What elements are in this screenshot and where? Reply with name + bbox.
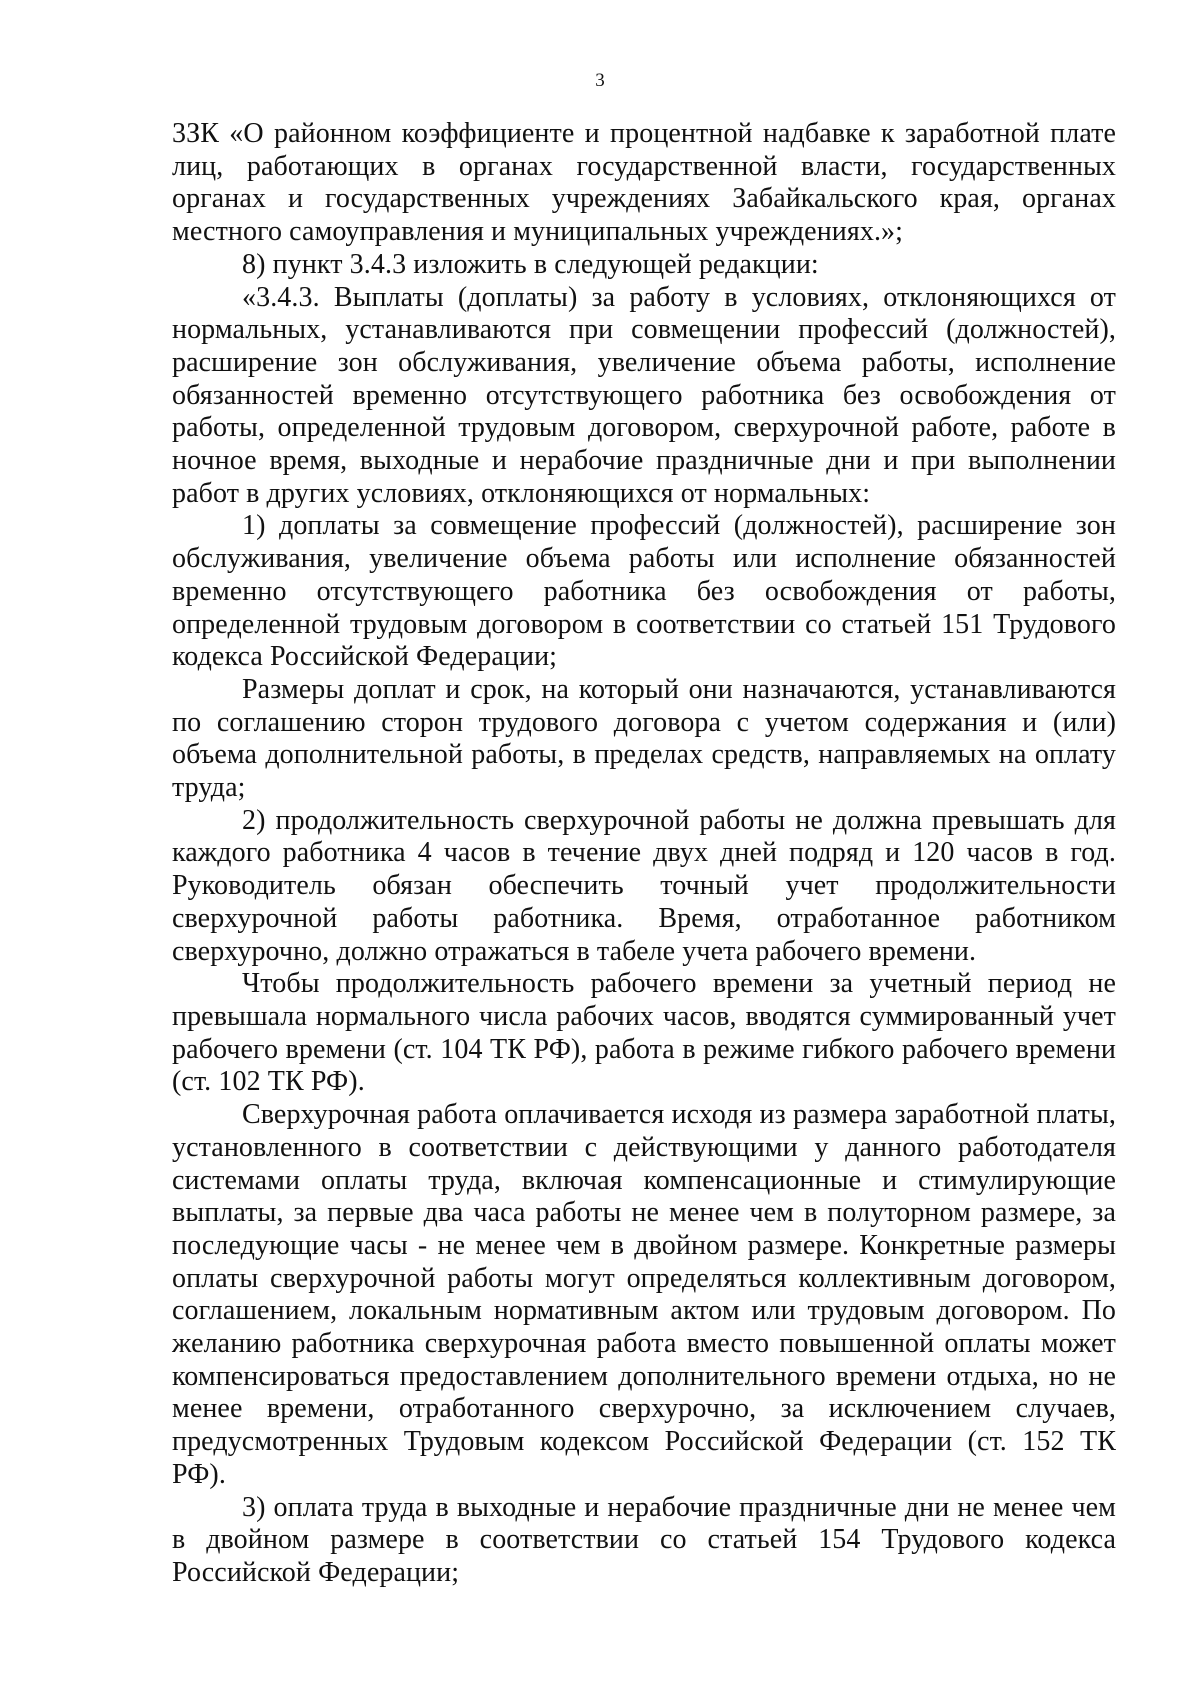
paragraph-working-time: Чтобы продолжительность рабочего времени за учетный период не превышала нормального числа рабочих часов, вводятся суммированный учет рабочего времени (ст. 104 ТК РФ), работа в режиме гибкого рабочего времени (ст. 102 ТК РФ). [172,968,1116,1098]
paragraph-overtime-pay: Сверхурочная работа оплачивается исходя из размера заработной платы, установленного в соответствии с действующими у данного работодателя системами оплаты труда, включая компенсационные и стимулирующие выплаты, за первые два часа работы не менее чем в полуторном размере, за последующие часы - не менее чем в двойном размере. Конкретные размеры оплаты сверхурочной работы могут определяться коллективным договором, соглашением, локальным нормативным актом или трудовым договором. По желанию работника сверхурочная работа вместо повышенной оплаты может компенсироваться предоставлением дополнительного времени отдыха, но не менее времени, отработанного сверхурочно, за исключением случаев, предусмотренных Трудовым кодексом Российской Федерации (ст. 152 ТК РФ). [172,1099,1116,1490]
paragraph-subitem-1: 1) доплаты за совмещение профессий (должностей), расширение зон обслуживания, увеличение объема работы или исполнение обязанностей временно отсутствующего работника без освобождения от работы, определенной трудовым договором в соответствии со статьей 151 Трудового кодекса Российской Федерации; [172,510,1116,673]
paragraph-subitem-3: 3) оплата труда в выходные и нерабочие праздничные дни не менее чем в двойном размере в соответствии со статьей 154 Трудового кодекса Российской Федерации; [172,1491,1116,1588]
document-body [172,118,1116,1590]
page-number: 3 [595,70,605,91]
paragraph-item-8: 8) пункт 3.4.3 изложить в следующей редакции: [242,248,819,280]
paragraph-law-reference-continuation: 3ЗК «О районном коэффициенте и процентной надбавке к заработной плате лиц, работающих в органах государственной власти, государственных органах и государственных учреждениях Забайкальского края, органах местного самоуправления и муниципальных учреждениях.»; [172,118,1116,248]
paragraph-clause-3-4-3: «3.4.3. Выплаты (доплаты) за работу в условиях, отклоняющихся от нормальных, устанавливаются при совмещении профессий (должностей), расширение зон обслуживания, увеличение объема работы, исполнение обязанностей временно отсутствующего работника без освобождения от работы, определенной трудовым договором, сверхурочной работе, работе в ночное время, выходные и нерабочие праздничные дни и при выполнении работ в других условиях, отклоняющихся от нормальных: [172,281,1116,509]
paragraph-subitem-2: 2) продолжительность сверхурочной работы не должна превышать для каждого работника 4 часов в течение двух дней подряд и 120 часов в год. Руководитель обязан обеспечить точный учет продолжительности сверхурочной работы работника. Время, отработанное работником сверхурочно, должно отражаться в табеле учета рабочего времени. [172,804,1116,967]
paragraph-surcharge-size: Размеры доплат и срок, на который они назначаются, устанавливаются по соглашению сторон трудового договора с учетом содержания и (или) объема дополнительной работы, в пределах средств, направляемых на оплату труда; [172,673,1116,804]
